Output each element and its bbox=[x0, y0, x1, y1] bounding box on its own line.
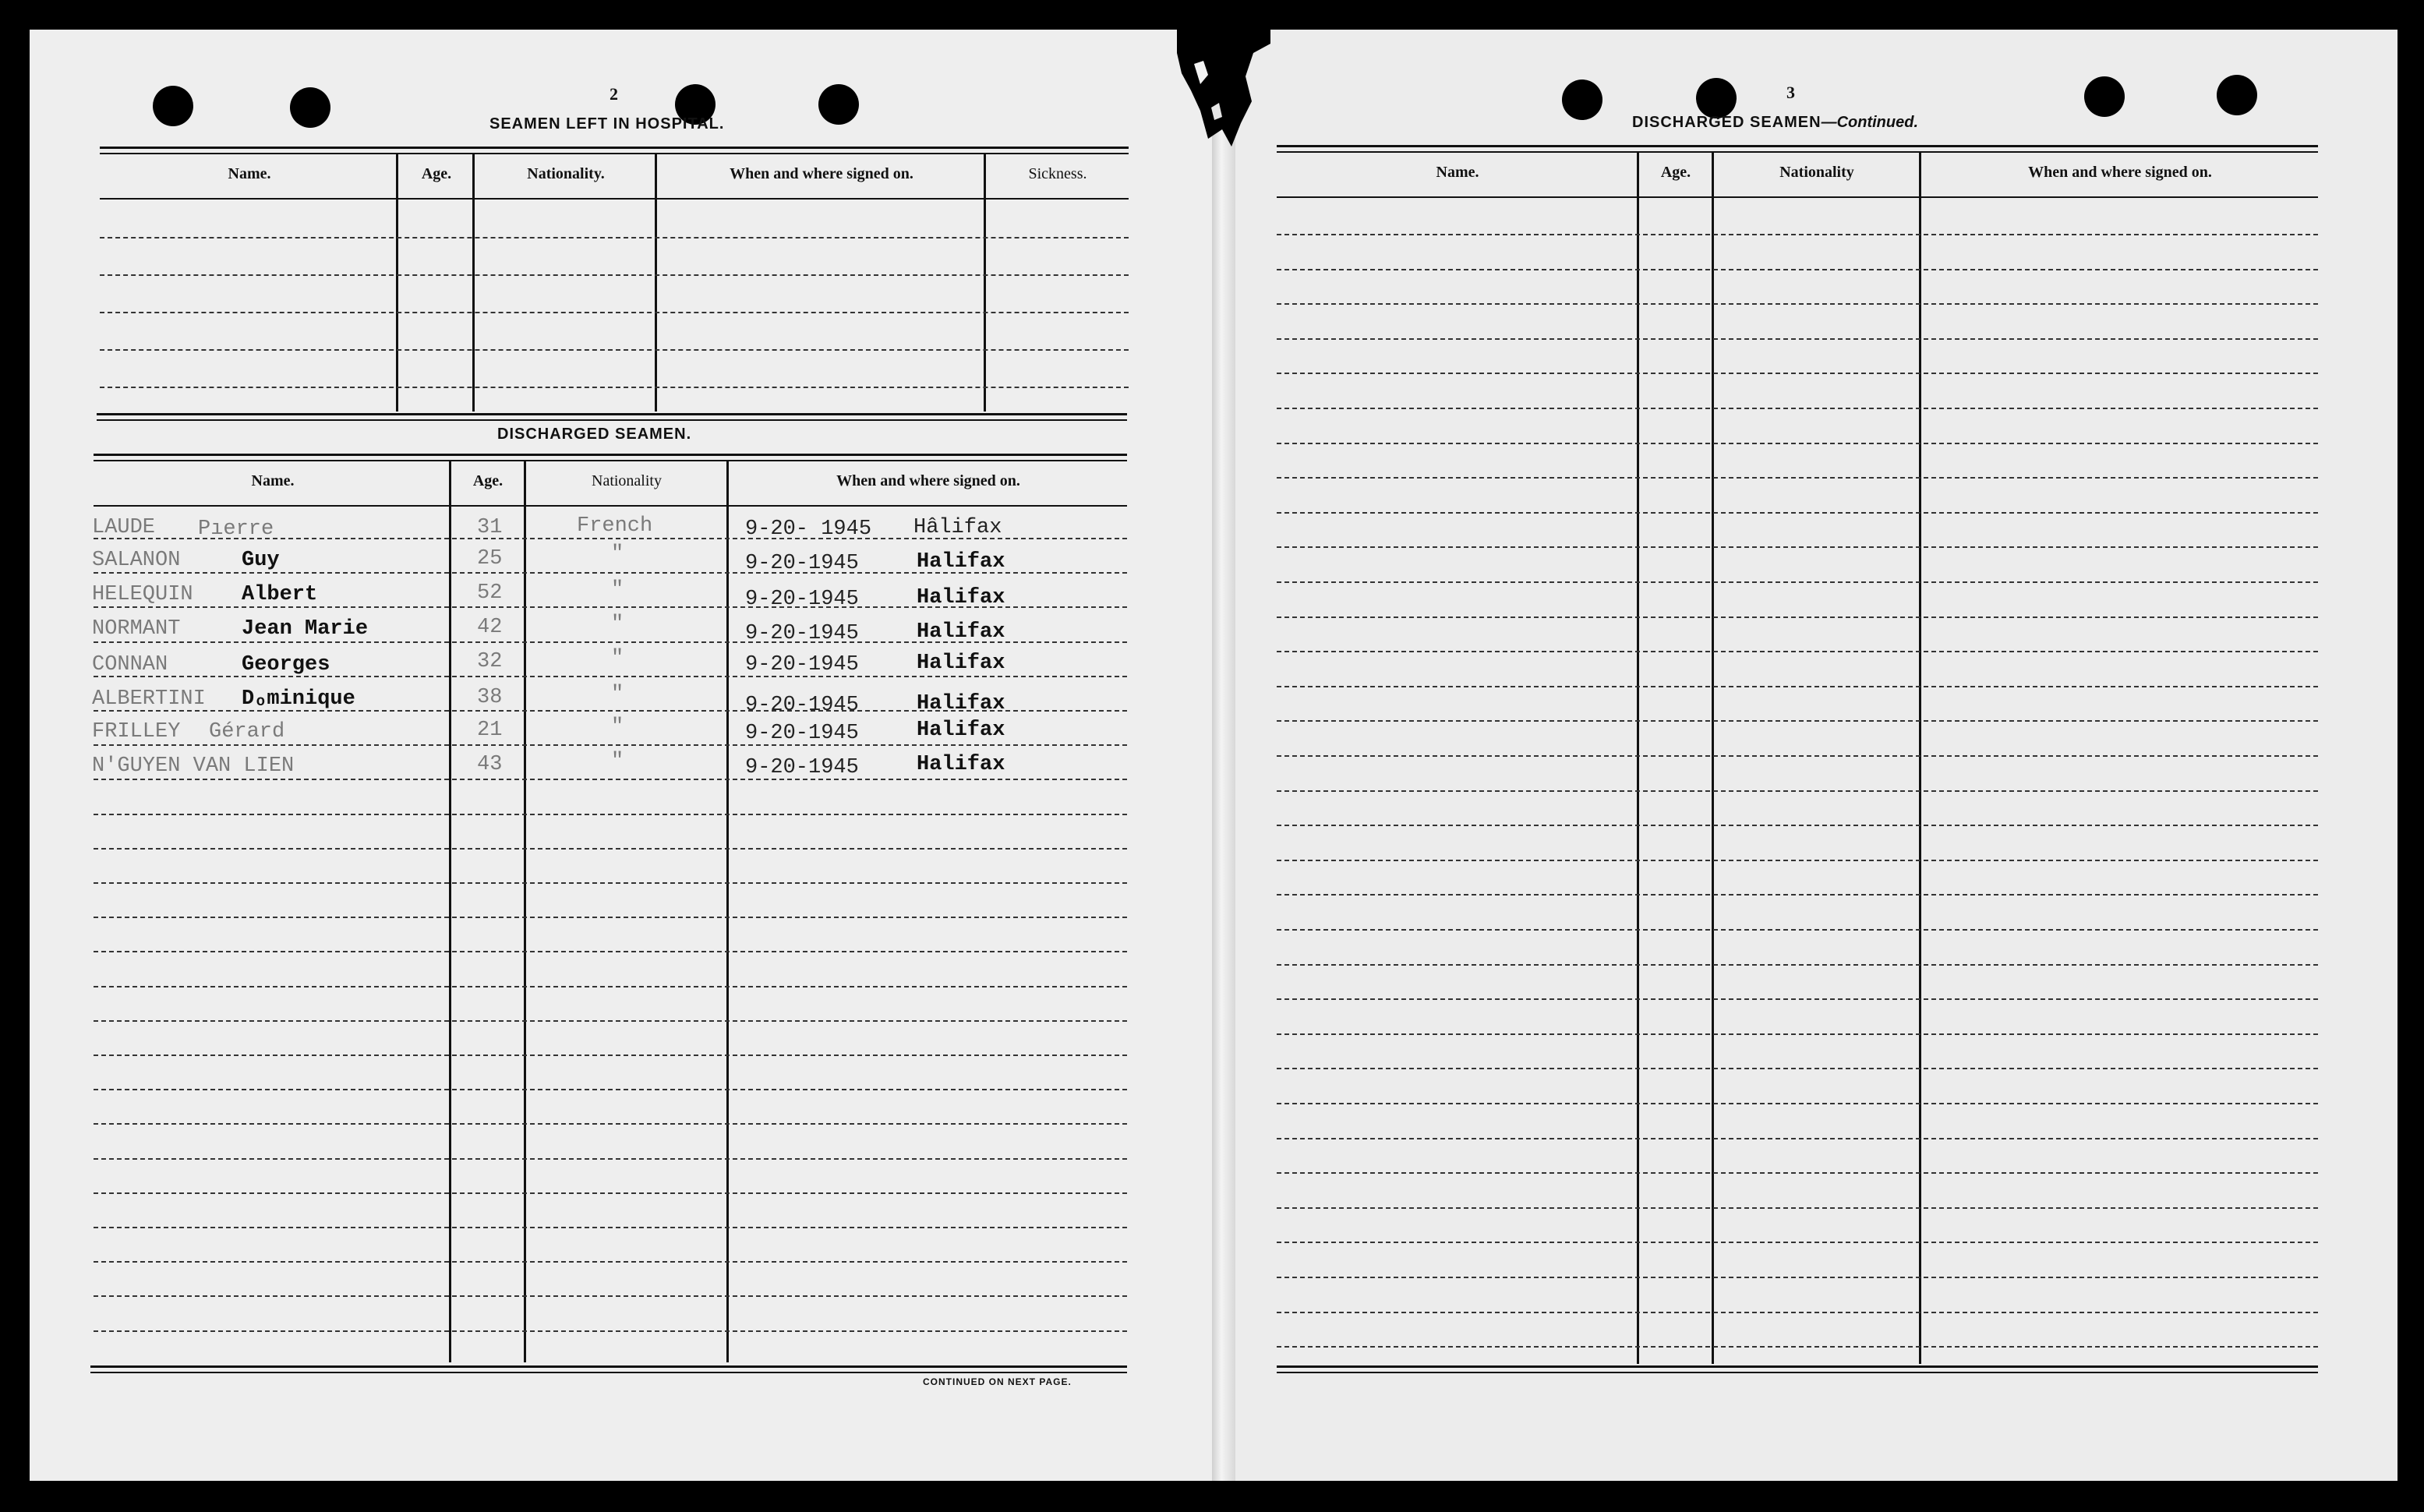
seaman-age: 42 bbox=[477, 616, 503, 639]
column-divider bbox=[655, 154, 657, 412]
column-header-nationality: Nationality. bbox=[527, 165, 605, 182]
seaman-given-name: Albert bbox=[242, 583, 318, 606]
ruled-line bbox=[1277, 686, 2318, 687]
signed-on-date: 9-20-1945 bbox=[745, 694, 859, 717]
signed-on-place: Halifax bbox=[917, 692, 1005, 715]
ruled-line bbox=[1277, 269, 2318, 270]
rule bbox=[100, 153, 1129, 154]
signed-on-place: Halifax bbox=[917, 652, 1005, 675]
seaman-surname: N'GUYEN VAN LIEN bbox=[92, 754, 295, 778]
seaman-surname: FRILLEY bbox=[92, 720, 181, 744]
ruled-line bbox=[1277, 1033, 2318, 1035]
ruled-line bbox=[1277, 860, 2318, 861]
ruled-line bbox=[100, 387, 1129, 388]
seaman-given-name: Dₒminique bbox=[242, 687, 355, 711]
ruled-line bbox=[94, 1330, 1127, 1332]
rule bbox=[97, 413, 1127, 415]
seaman-surname: ALBERTINI bbox=[92, 687, 206, 711]
rule bbox=[1277, 145, 2318, 147]
ruled-line bbox=[94, 848, 1127, 850]
column-header-sickness: Sickness. bbox=[1028, 165, 1087, 182]
column-header-signed-on: When and where signed on. bbox=[2028, 164, 2212, 181]
ruled-line bbox=[1277, 825, 2318, 826]
ruled-line bbox=[1277, 512, 2318, 514]
column-divider bbox=[396, 154, 398, 412]
punch-hole bbox=[1696, 78, 1737, 118]
ruled-line bbox=[1277, 373, 2318, 374]
column-header-name: Name. bbox=[251, 472, 295, 489]
ruled-line bbox=[1277, 894, 2318, 896]
ruled-line bbox=[94, 814, 1127, 815]
ruled-line bbox=[1277, 1138, 2318, 1139]
seaman-nationality: French bbox=[577, 514, 653, 538]
punch-hole bbox=[2084, 76, 2125, 117]
page-number: 3 bbox=[1786, 83, 1795, 102]
column-header-age: Age. bbox=[472, 472, 504, 489]
ruled-line bbox=[1277, 616, 2318, 618]
ruled-line bbox=[1277, 477, 2318, 479]
seaman-age: 43 bbox=[477, 753, 503, 776]
ruled-line bbox=[100, 312, 1129, 313]
ruled-line bbox=[1277, 546, 2318, 548]
punch-hole bbox=[818, 84, 859, 125]
punch-hole bbox=[2217, 75, 2257, 115]
seaman-age: 38 bbox=[477, 686, 503, 709]
ruled-line bbox=[100, 274, 1129, 276]
seaman-age: 52 bbox=[477, 581, 503, 605]
column-divider bbox=[1919, 153, 1921, 1364]
seaman-surname: LAUDE bbox=[92, 516, 156, 539]
seaman-given-name: Georges bbox=[242, 653, 330, 677]
ruled-line bbox=[1277, 1346, 2318, 1348]
seaman-age: 21 bbox=[477, 719, 503, 742]
seaman-nationality: " bbox=[611, 715, 624, 739]
ruled-line bbox=[1277, 1277, 2318, 1278]
rule bbox=[1277, 151, 2318, 153]
ruled-line bbox=[1277, 1207, 2318, 1209]
ruled-line bbox=[94, 1089, 1127, 1090]
ruled-line bbox=[1277, 338, 2318, 340]
column-header-signed-on: When and where signed on. bbox=[836, 472, 1020, 489]
ruled-line bbox=[1277, 755, 2318, 757]
rule bbox=[100, 147, 1129, 149]
ruled-line bbox=[1277, 408, 2318, 409]
ruled-line bbox=[1277, 929, 2318, 931]
seaman-age: 25 bbox=[477, 547, 503, 571]
seaman-nationality: " bbox=[611, 542, 624, 566]
seaman-nationality: " bbox=[611, 578, 624, 602]
ruled-line bbox=[1277, 651, 2318, 652]
seaman-given-name: Gérard bbox=[209, 720, 285, 744]
ruled-line bbox=[94, 1020, 1127, 1022]
signed-on-place: Halifax bbox=[917, 550, 1005, 574]
rule bbox=[1277, 196, 2318, 198]
signed-on-date: 9-20-1945 bbox=[745, 756, 859, 779]
column-header-age: Age. bbox=[421, 165, 452, 182]
seaman-given-name: Pıerre bbox=[198, 518, 274, 541]
seaman-nationality: " bbox=[611, 683, 624, 706]
punch-hole bbox=[290, 87, 330, 128]
ruled-line bbox=[1277, 964, 2318, 966]
punch-hole bbox=[1562, 79, 1602, 120]
rule bbox=[90, 1372, 1127, 1373]
hospital-section-title: SEAMEN LEFT IN HOSPITAL. bbox=[489, 115, 725, 132]
ruled-line bbox=[94, 1123, 1127, 1125]
ruled-line bbox=[94, 951, 1127, 952]
signed-on-date: 9-20-1945 bbox=[745, 588, 859, 611]
ruled-line bbox=[1277, 1172, 2318, 1174]
torn-binding bbox=[1177, 30, 1270, 147]
ruled-line bbox=[94, 1227, 1127, 1228]
seaman-age: 31 bbox=[477, 516, 503, 539]
signed-on-date: 9-20-1945 bbox=[745, 622, 859, 645]
title-continued: —Continued. bbox=[1821, 114, 1919, 131]
ruled-line bbox=[1277, 234, 2318, 235]
ruled-line bbox=[94, 1261, 1127, 1263]
discharged-continued-title bbox=[1632, 114, 1918, 132]
column-divider bbox=[472, 154, 475, 412]
column-header-age: Age. bbox=[1660, 164, 1691, 181]
signed-on-place: Halifax bbox=[917, 586, 1005, 609]
ruled-line bbox=[1277, 443, 2318, 444]
seaman-surname: SALANON bbox=[92, 549, 181, 572]
ruled-line bbox=[94, 1295, 1127, 1297]
signed-on-place: Hâlifax bbox=[913, 516, 1002, 539]
page-gutter bbox=[1212, 30, 1235, 1481]
column-header-nationality: Nationality bbox=[592, 472, 662, 489]
rule bbox=[94, 460, 1127, 461]
ruled-line bbox=[94, 779, 1127, 780]
ruled-line bbox=[94, 744, 1127, 746]
rule bbox=[100, 198, 1129, 200]
rule bbox=[94, 454, 1127, 456]
rule bbox=[94, 505, 1127, 507]
signed-on-date: 9-20-1945 bbox=[745, 552, 859, 575]
seaman-nationality: " bbox=[611, 750, 624, 773]
rule bbox=[1277, 1372, 2318, 1373]
ruled-line bbox=[94, 882, 1127, 884]
column-header-name: Name. bbox=[1436, 164, 1479, 181]
column-header-name: Name. bbox=[228, 165, 271, 182]
seaman-surname: CONNAN bbox=[92, 653, 168, 677]
seaman-nationality: " bbox=[611, 647, 624, 670]
ruled-line bbox=[94, 1192, 1127, 1194]
ruled-line bbox=[100, 237, 1129, 238]
ruled-line bbox=[1277, 581, 2318, 583]
ruled-line bbox=[1277, 1068, 2318, 1069]
signed-on-place: Halifax bbox=[917, 719, 1005, 742]
ruled-line bbox=[1277, 790, 2318, 792]
signed-on-place: Halifax bbox=[917, 620, 1005, 644]
ruled-line bbox=[100, 349, 1129, 351]
signed-on-date: 9-20-1945 bbox=[745, 653, 859, 677]
signed-on-place: Halifax bbox=[917, 753, 1005, 776]
ruled-line bbox=[1277, 1312, 2318, 1313]
column-header-nationality: Nationality bbox=[1779, 164, 1854, 181]
column-header-signed-on: When and where signed on. bbox=[730, 165, 913, 182]
signed-on-date: 9-20- 1945 bbox=[745, 518, 872, 541]
column-divider bbox=[984, 154, 986, 412]
ruled-line bbox=[94, 1055, 1127, 1056]
seaman-nationality: " bbox=[611, 613, 624, 636]
seaman-surname: NORMANT bbox=[92, 617, 181, 641]
seaman-given-name: Guy bbox=[242, 549, 280, 572]
ruled-line bbox=[1277, 998, 2318, 1000]
page-number: 2 bbox=[610, 84, 618, 104]
ruled-line bbox=[94, 1158, 1127, 1160]
title-text: DISCHARGED SEAMEN bbox=[1632, 114, 1822, 131]
ruled-line bbox=[94, 986, 1127, 987]
ruled-line bbox=[1277, 1242, 2318, 1243]
punch-hole bbox=[153, 86, 193, 126]
seaman-surname: HELEQUIN bbox=[92, 583, 193, 606]
seaman-age: 32 bbox=[477, 650, 503, 673]
continued-note: CONTINUED ON NEXT PAGE. bbox=[923, 1376, 1072, 1387]
rule bbox=[97, 419, 1127, 421]
rule bbox=[90, 1365, 1127, 1368]
rule bbox=[1277, 1365, 2318, 1368]
ruled-line bbox=[94, 917, 1127, 918]
column-divider bbox=[1712, 153, 1714, 1364]
ruled-line bbox=[1277, 303, 2318, 305]
column-divider bbox=[1637, 153, 1639, 1364]
discharged-section-title: DISCHARGED SEAMEN. bbox=[497, 426, 692, 443]
signed-on-date: 9-20-1945 bbox=[745, 722, 859, 745]
seaman-given-name: Jean Marie bbox=[242, 617, 369, 641]
ruled-line bbox=[1277, 1103, 2318, 1104]
ruled-line bbox=[1277, 720, 2318, 722]
